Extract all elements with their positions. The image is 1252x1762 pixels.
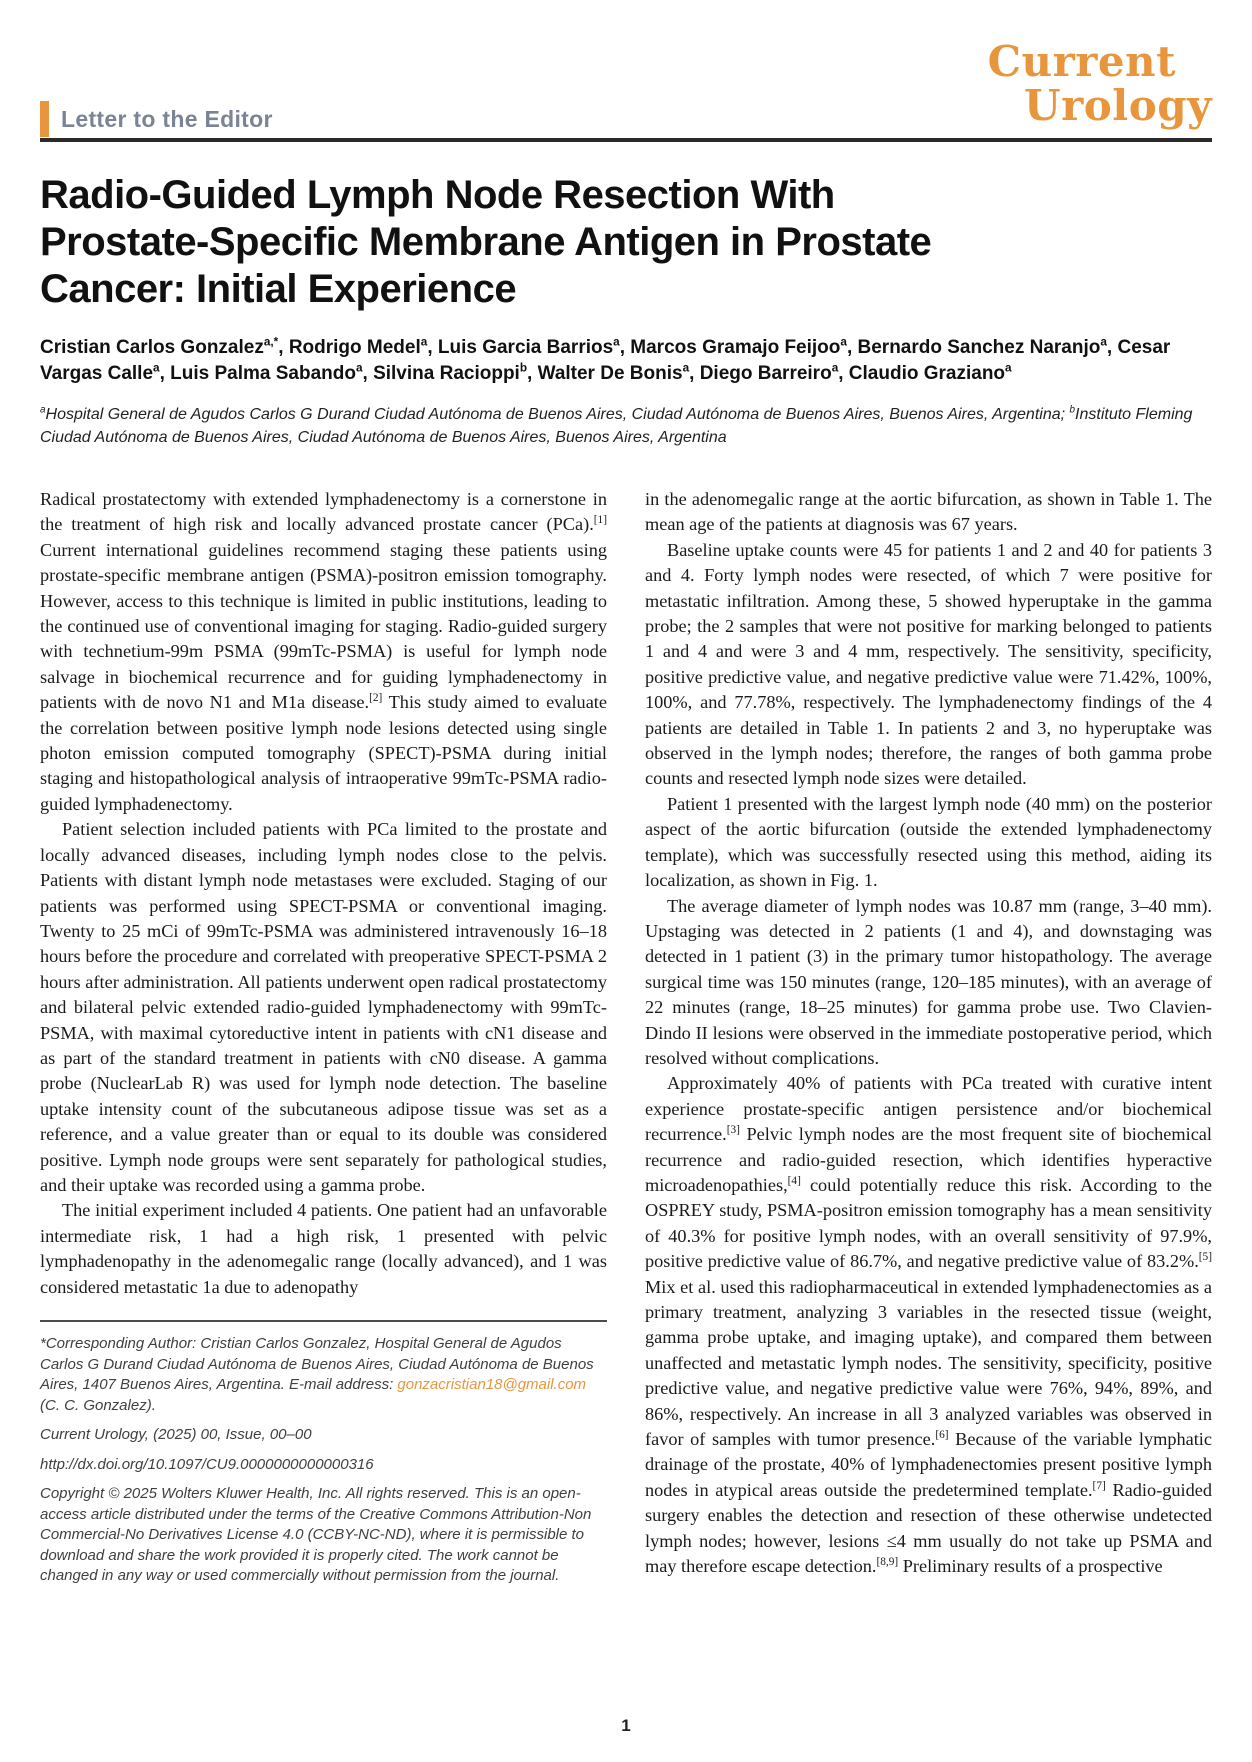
right-column bbox=[645, 487, 1212, 1596]
article-body bbox=[40, 487, 1212, 1596]
author-name: Luis Garcia Barrios$^a$ bbox=[437, 335, 620, 358]
reference-marker: [2] bbox=[369, 692, 383, 705]
article-title-line-1: Radio-Guided Lymph Node Resection With bbox=[40, 173, 835, 217]
body-paragraph: Baseline uptake counts were 45 for patients 1 and 2 and 40 for patients 3 and 4. Forty lymph nodes were resected, of which 7 were positive for metastatic infiltration. Among these, 5 showed hyperuptake in the gamma probe; the 2 samples that were not positive for marking belonged to patients 1 and 4 and were 3 and 4 mm, respectively. The sensitivity, specificity, positive predictive value, and negative predictive value were 71.42%, 100%, 100%, and 77.78%, respectively. The lymphadenectomy findings of the 4 patients are detailed in Table 1. In patients 2 and 3, no hyperuptake was observed in the lymph nodes; therefore, the ranges of both gamma probe counts and resected lymph node sizes were detailed. bbox=[645, 539, 1212, 789]
affiliation-list: $^a$Hospital General de Agudos Carlos G Durand Ciudad Autónoma de Buenos Aires, Ciudad Autónoma de Buenos Aires, Buenos Aires, Argentina; $^b$Instituto Fleming Ciudad Autónoma de Buenos Aires, Ciudad Autónoma de Buenos Aires, Buenos Aires, Argentina bbox=[40, 404, 1193, 446]
article-title-line-2: Prostate-Specific Membrane Antigen in Prostate bbox=[40, 220, 932, 264]
body-paragraph: Approximately 40% of patients with PCa treated with curative intent experience prostate-specific antigen persistence and/or biochemical recurrence.[3] Pelvic lymph nodes are the most frequent site of biochemical recurrence and radio-guided resection, which identifies hyperactive microadenopathies,[4] could potentially reduce this risk. According to the OSPREY study, PSMA-positron emission tomography has a mean sensitivity of 40.3% for positive lymph nodes, with an overall sensitivity of 97.9%, positive predictive value of 86.7%, and negative predictive value of 83.2%.[5] Mix et al. used this radiopharmaceutical in extended lymphadenectomies as a primary treatment, analyzing 3 variables in the resected tissue (weight, gamma probe uptake, and imaging uptake), and compared them between unaffected and metastatic lymph nodes. The sensitivity, specificity, positive predictive value, and negative predictive value were 76%, 94%, 89%, and 86%, respectively. An increase in all 3 analyzed variables was observed in favor of samples with tumor presence.[6] Because of the variable lymphatic drainage of the prostate, 40% of lymphadenectomies present positive lymph nodes in atypical areas outside the predetermined template.[7] Radio-guided surgery enables the detection and resection of these otherwise undetected lymph nodes; however, lesions ≤4 mm usually do not take up PSMA and may therefore escape detection.[8,9] Preliminary results of a prospective bbox=[645, 1073, 1212, 1577]
left-column bbox=[40, 487, 607, 1596]
author-name: Bernardo Sanchez Naranjo$^a$ bbox=[857, 335, 1107, 358]
body-paragraph: Radical prostatectomy with extended lymphadenectomy is a cornerstone in the treatment of high risk and locally advanced prostate cancer (PCa).[1] Current international guidelines recommend staging these patients using prostate-specific membrane antigen (PSMA)-positron emission tomography. However, access to this technique is limited in public institutions, leading to the continued use of conventional imaging for staging. Radio-guided surgery with technetium-99m PSMA (99mTc-PSMA) is useful for lymph node salvage in biochemical recurrence and for guiding lymphadenectomy in patients with de novo N1 and M1a disease.[2] This study aimed to evaluate the correlation between positive lymph node lesions detected using single photon emission computed tomography (SPECT)-PSMA during initial staging and histopathological analysis of intraoperative 99mTc-PSMA radio-guided lymphadenectomy. bbox=[40, 489, 608, 814]
section-label-group bbox=[40, 101, 273, 137]
author-name: Cristian Carlos Gonzalez$^{a,*}$ bbox=[40, 335, 279, 358]
section-label-accent-bar bbox=[40, 101, 49, 137]
reference-marker: [4] bbox=[787, 1174, 801, 1187]
body-paragraph: The average diameter of lymph nodes was 10.87 mm (range, 3–40 mm). Upstaging was detected in 2 patients (1 and 4), and downstaging was detected in 1 patient (3) in the primary tumor histopathology. The average surgical time was 150 minutes (range, 120–185 minutes), with an average of 22 minutes (range, 18–25 minutes) for gamma probe use. Two Clavien-Dindo II lesions were observed in the immediate postoperative period, which resolved without complications. bbox=[645, 895, 1212, 1068]
right-column-text bbox=[645, 487, 1212, 1579]
author-name: Rodrigo Medel$^a$ bbox=[288, 335, 428, 358]
journal-logo bbox=[987, 37, 1212, 130]
footnote-block bbox=[40, 1320, 607, 1587]
author-name: Marcos Gramajo Feijoo$^a$ bbox=[630, 335, 847, 358]
page-number: 1 bbox=[621, 1716, 631, 1735]
footnote-rule bbox=[40, 1320, 607, 1322]
author-name: Walter De Bonis$^a$ bbox=[537, 361, 690, 384]
body-paragraph: The initial experiment included 4 patients. One patient had an unfavorable intermediate risk, 1 had a high risk, 1 presented with pelvic lymphadenopathy in the adenomegalic range (locally advanced), and 1 was considered metastatic 1a due to adenopathy bbox=[40, 1200, 607, 1297]
body-paragraph: Patient selection included patients with PCa limited to the prostate and locally advanced diseases, including lymph nodes close to the pelvis. Patients with distant lymph node metastases were excluded. Staging of our patients was performed using SPECT-PSMA or conventional imaging. Twenty to 25 mCi of 99mTc-PSMA was administered intravenously 16–18 hours before the procedure and correlated with preoperative SPECT-PSMA 2 hours after administration. All patients underwent open radical prostatectomy and bilateral pelvic extended radio-guided lymphadenectomy with 99mTc-PSMA, with maximal cytoreductive intent in patients with cN1 disease and as part of the standard treatment in patients with cN0 disease. A gamma probe (NuclearLab R) was used for lymph node detection. The baseline uptake intensity count of the subcutaneous adipose tissue was set as a reference, and a value greater than or equal to its double was considered positive. Lymph node groups were sent separately for pathological studies, and their uptake was recorded using a gamma probe. bbox=[40, 819, 607, 1195]
reference-marker: [5] bbox=[1198, 1251, 1212, 1264]
journal-citation: Current Urology, (2025) 00, Issue, 00–00 bbox=[40, 1426, 312, 1443]
copyright-notice: Copyright © 2025 Wolters Kluwer Health, Inc. All rights reserved. This is an open-access article distributed under the terms of the Creative Commons Attribution-Non Commercial-No Derivatives License 4.0 (CCBY-NC-ND), where it is permissible to download and share the work provided it is properly cited. The work cannot be changed in any way or used commercially without permission from the journal. bbox=[40, 1485, 592, 1584]
body-paragraph: in the adenomegalic range at the aortic bifurcation, as shown in Table 1. The mean age of the patients at diagnosis was 67 years. bbox=[645, 489, 1212, 535]
journal-logo-line2: Urology bbox=[1023, 81, 1212, 130]
corresponding-author-text: *Corresponding Author: Cristian Carlos Gonzalez, Hospital General de Agudos Carlos G Durand Ciudad Autónoma de Buenos Aires, Ciudad Autónoma de Buenos Aires, 1407 Buenos Aires, Argentina. E-mail address: bbox=[40, 1335, 594, 1393]
author-name: Diego Barreiro$^a$ bbox=[699, 361, 839, 384]
email-link[interactable]: gonzacristian18@gmail.com bbox=[397, 1376, 587, 1393]
corresponding-author-note bbox=[40, 1334, 607, 1416]
reference-marker: [6] bbox=[935, 1428, 949, 1441]
left-column-text bbox=[40, 487, 607, 1300]
header-rule bbox=[40, 138, 1212, 142]
doi-line: http://dx.doi.org/10.1097/CU9.0000000000000316 bbox=[40, 1455, 374, 1473]
reference-marker: [8,9] bbox=[876, 1555, 899, 1568]
corresponding-author-suffix: (C. C. Gonzalez). bbox=[40, 1396, 156, 1414]
section-label: Letter to the Editor bbox=[61, 105, 273, 132]
reference-marker: [1] bbox=[593, 514, 607, 527]
body-paragraph: Patient 1 presented with the largest lymph node (40 mm) on the posterior aspect of the aortic bifurcation (outside the extended lymphadenectomy template), which was successfully resected using this method, aiding its localization, as shown in Fig. 1. bbox=[645, 793, 1212, 891]
journal-logo-line1: Current bbox=[987, 37, 1176, 86]
article-title-line-3: Cancer: Initial Experience bbox=[40, 267, 517, 311]
author-list: Cristian Carlos Gonzalez$^{a,*}$, Rodrigo Medel$^a$, Luis Garcia Barrios$^a$, Marcos Gramajo Feijoo$^a$, Bernardo Sanchez Naranjo$^a$, Cesar Vargas Calle$^a$, Luis Palma Sabando$^a$, Silvina Racioppi$^b$, Walter De Bonis$^a$, Diego Barreiro$^a$, Claudio Graziano$^a$ bbox=[40, 335, 1171, 384]
reference-marker: [3] bbox=[726, 1124, 740, 1137]
author-name: Cesar Vargas Calle$^a$ bbox=[40, 337, 1171, 384]
author-name: Luis Palma Sabando$^a$ bbox=[170, 361, 363, 384]
author-name: Claudio Graziano$^a$ bbox=[848, 361, 1012, 384]
article-title bbox=[40, 172, 1212, 313]
reference-marker: [7] bbox=[1092, 1479, 1106, 1492]
page-header bbox=[40, 37, 1212, 142]
author-name: Silvina Racioppi$^b$ bbox=[373, 361, 528, 384]
